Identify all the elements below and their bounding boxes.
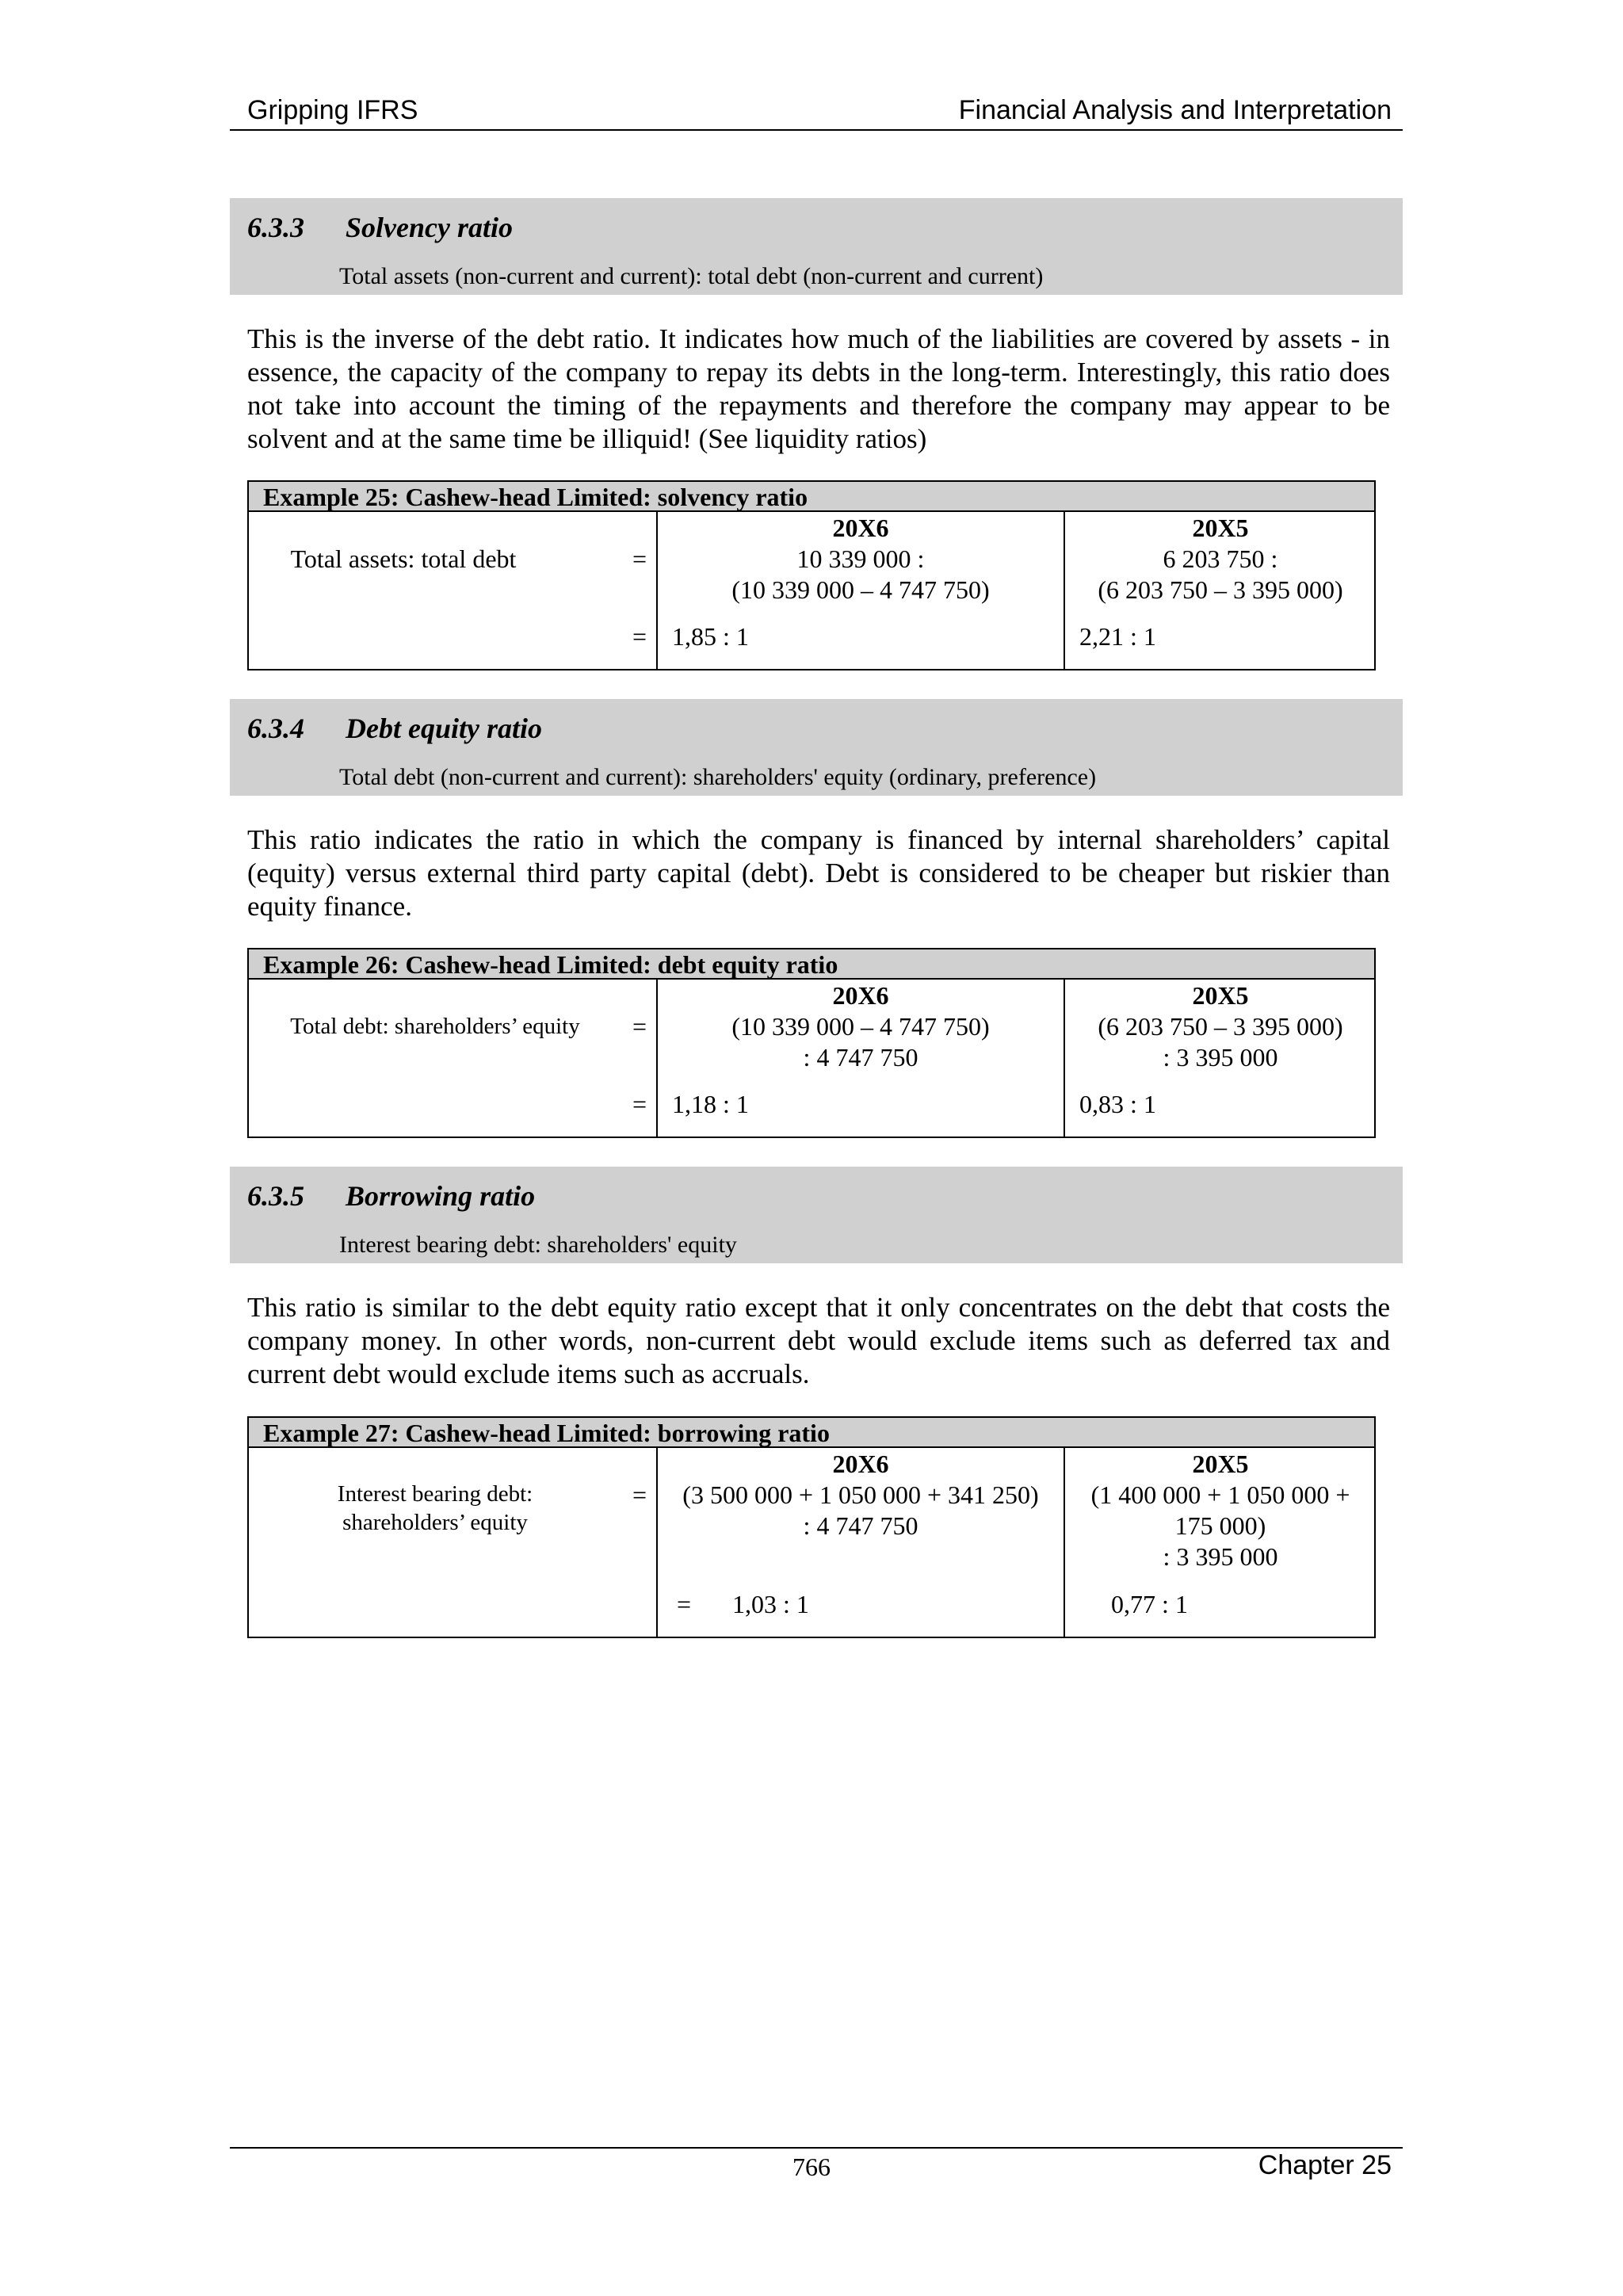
footer-chapter: Chapter 25: [1258, 2150, 1392, 2180]
section-box-debt-equity-ratio: [230, 699, 1403, 796]
year-header-20x6: 20X6: [832, 981, 889, 1010]
header-chapter-title: Financial Analysis and Interpretation: [958, 95, 1392, 125]
calc-line: : 4 747 750: [803, 1511, 918, 1540]
calc-line: (6 203 750 – 3 395 000): [1098, 1012, 1343, 1041]
equals-sign: =: [632, 1012, 647, 1041]
example-title: Example 27: Cashew-head Limited: borrowing ratio: [249, 1418, 1374, 1448]
section-box-solvency-ratio: [230, 198, 1403, 295]
result-value: 0,83 : 1: [1079, 1090, 1156, 1118]
example-table-25: [247, 480, 1376, 670]
ratio-label: Interest bearing debt:: [337, 1481, 533, 1507]
equals-sign: =: [632, 1480, 647, 1509]
section-number: 6.3.3: [247, 212, 304, 243]
section-formula: Total assets (non-current and current): total debt (non-current and current): [339, 263, 1044, 289]
section-title: Debt equity ratio: [346, 712, 542, 744]
example-title: Example 26: Cashew-head Limited: debt equity ratio: [249, 949, 1374, 980]
year-header-20x5: 20X5: [1192, 981, 1249, 1010]
calc-line: 6 203 750 :: [1163, 544, 1278, 573]
equals-sign: =: [632, 1090, 647, 1118]
example-table-27: [247, 1416, 1376, 1638]
ratio-label: shareholders’ equity: [342, 1510, 528, 1535]
section-heading: [247, 1179, 535, 1213]
section-paragraph: This ratio indicates the ratio in which the company is financed by internal shareholders’ capital (equity) versus external third party capital (debt). Debt is considered to be cheaper but riskier than equity finance.: [247, 824, 1390, 922]
calc-line: 175 000): [1174, 1511, 1266, 1540]
year-header-20x6: 20X6: [832, 514, 889, 542]
equals-sign: =: [677, 1590, 692, 1618]
calc-line: (10 339 000 – 4 747 750): [731, 1012, 990, 1041]
section-formula: Interest bearing debt: shareholders' equity: [339, 1232, 737, 1258]
year-header-20x6: 20X6: [832, 1450, 889, 1478]
calc-line: (3 500 000 + 1 050 000 + 341 250): [682, 1480, 1039, 1509]
example-body: [249, 512, 1374, 669]
section-paragraph: This ratio is similar to the debt equity ratio except that it only concentrates on the debt that costs the company money. In other words, non-current debt would exclude items such as deferred tax and current debt would exclude items such as accruals.: [247, 1292, 1390, 1389]
equals-sign: =: [632, 622, 647, 651]
section-title: Borrowing ratio: [346, 1180, 536, 1212]
example-table-26: [247, 948, 1376, 1138]
section-paragraph: This is the inverse of the debt ratio. It indicates how much of the liabilities are covered by assets - in essence, the capacity of the company to repay its debts in the long-term. Interestingly, this ratio does not take into account the timing of the repayments and therefore the company may appear to be solvent and at the same time be illiquid! (See liquidity ratios): [247, 323, 1390, 454]
example-body: [249, 1448, 1374, 1637]
calc-line: 10 339 000 :: [796, 544, 925, 573]
page-number: 766: [792, 2153, 831, 2181]
calc-line: (6 203 750 – 3 395 000): [1098, 575, 1343, 604]
header-book-title: Gripping IFRS: [247, 95, 418, 125]
result-value: 2,21 : 1: [1079, 622, 1156, 651]
calc-line: (1 400 000 + 1 050 000 +: [1090, 1480, 1350, 1509]
calc-line: : 3 395 000: [1163, 1542, 1278, 1571]
header-rule: [230, 129, 1403, 131]
section-heading: [247, 211, 513, 244]
year-header-20x5: 20X5: [1192, 514, 1249, 542]
equals-sign: =: [632, 544, 647, 573]
section-formula: Total debt (non-current and current): shareholders' equity (ordinary, preference): [339, 764, 1097, 790]
section-title: Solvency ratio: [346, 212, 513, 243]
calc-line: (10 339 000 – 4 747 750): [731, 575, 990, 604]
result-value: 0,77 : 1: [1111, 1590, 1188, 1618]
ratio-label: Total assets: total debt: [290, 544, 517, 573]
calc-line: : 4 747 750: [803, 1043, 918, 1072]
footer-rule: [230, 2147, 1403, 2149]
section-box-borrowing-ratio: [230, 1167, 1403, 1263]
result-value: 1,85 : 1: [672, 622, 749, 651]
result-value: 1,03 : 1: [732, 1590, 809, 1618]
year-header-20x5: 20X5: [1192, 1450, 1249, 1478]
section-number: 6.3.4: [247, 712, 304, 744]
section-number: 6.3.5: [247, 1180, 304, 1212]
example-body: [249, 980, 1374, 1137]
calc-line: : 3 395 000: [1163, 1043, 1278, 1072]
section-heading: [247, 712, 542, 745]
ratio-label: Total debt: shareholders’ equity: [290, 1014, 580, 1039]
example-title: Example 25: Cashew-head Limited: solvency ratio: [249, 482, 1374, 512]
result-value: 1,18 : 1: [672, 1090, 749, 1118]
